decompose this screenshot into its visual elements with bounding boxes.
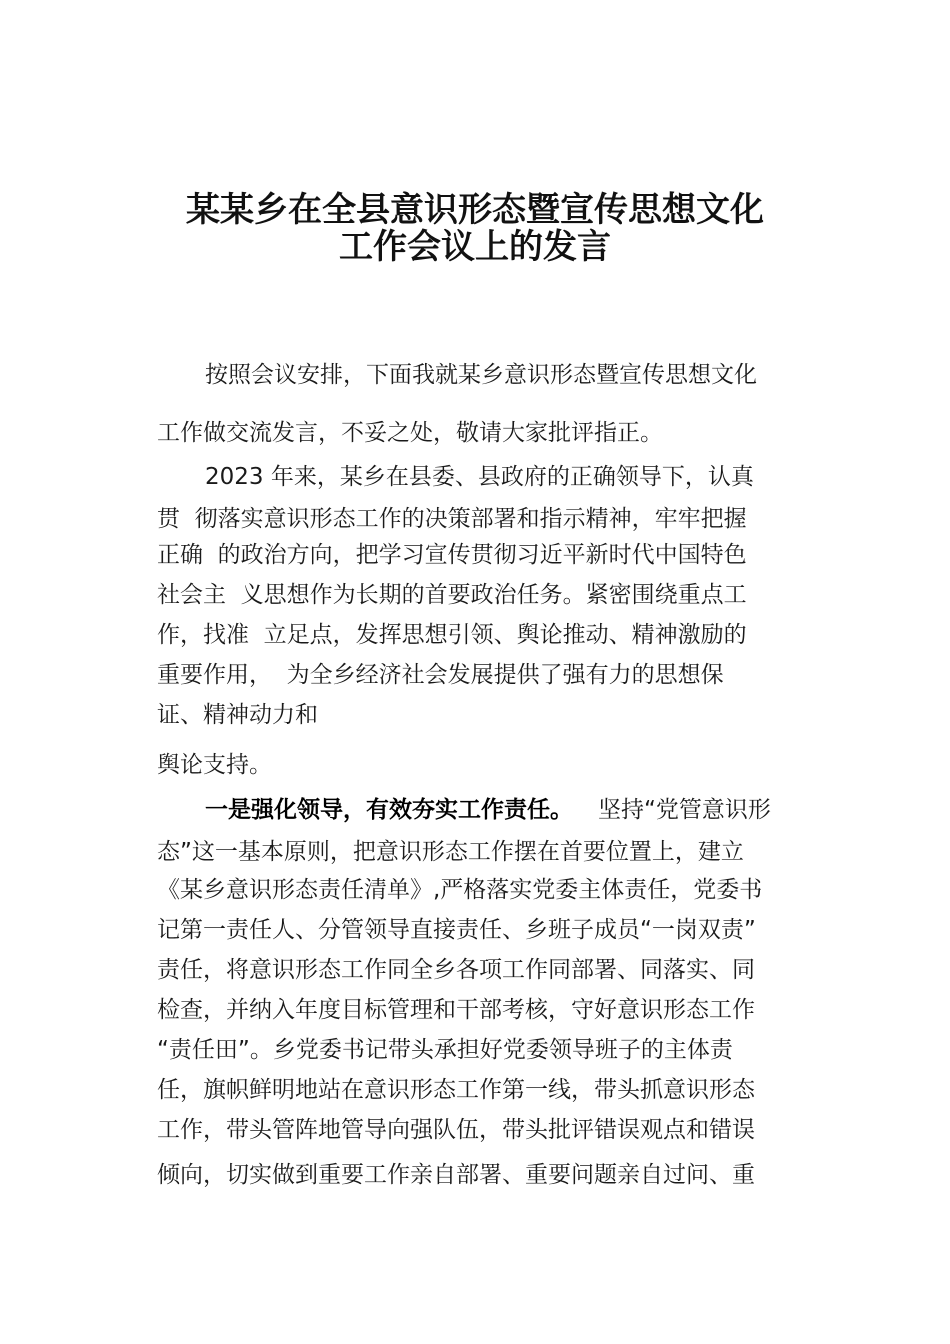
body-line: 责任，将意识形态工作同全乡各项工作同部署、同落实、同 [157,957,755,983]
section-heading [205,795,573,825]
body-line: 按照会议安排，下面我就某乡意识形态暨宣传思想文化 [205,362,757,388]
body-line: 重要作用， 为全乡经济社会发展提供了强有力的思想保 [157,662,724,688]
body-line: 作，找准 立足点，发挥思想引领、舆论推动、精神激励的 [157,622,747,648]
body-line: “责任田”。乡党委书记带头承担好党委领导班子的主体责 [157,1037,733,1063]
body-line: 正确 的政治方向，把学习宣传贯彻习近平新时代中国特色 [157,542,747,568]
body-line: 工作做交流发言，不妥之处，敬请大家批评指正。 [157,420,663,446]
body-line: 倾向，切实做到重要工作亲自部署、重要问题亲自过问、重 [157,1162,755,1188]
body-line: 工作，带头管阵地管导向强队伍，带头批评错误观点和错误 [157,1117,755,1143]
body-line: 记第一责任人、分管领导直接责任、乡班子成员“一岗双责” [157,917,756,943]
body-line: 任，旗帜鲜明地站在意识形态工作第一线，带头抓意识形态 [157,1077,755,1103]
body-line: 舆论支持。 [157,752,272,778]
document-title-line-2: 工作会议上的发言 [339,227,611,267]
section-heading-bold: 一是强化领导，有效夯实工作责任。 [205,797,573,823]
body-line: 贯 彻落实意识形态工作的决策部署和指示精神，牢牢把握 [157,506,747,532]
body-line: 证、精神动力和 [157,702,318,728]
body-line: 社会主 义思想作为长期的首要政治任务。紧密围绕重点工 [157,582,747,608]
document-title-line-1: 某某乡在全县意识形态暨宣传思想文化 [186,190,764,230]
body-line: 《某乡意识形态责任清单》,严格落实党委主体责任，党委书 [157,877,763,903]
body-line: 2023 年来，某乡在县委、县政府的正确领导下，认真 [205,464,754,490]
body-line: 坚持“党管意识形 [598,797,771,823]
body-line: 态”这一基本原则，把意识形态工作摆在首要位置上，建立 [157,839,744,865]
body-line: 检查，并纳入年度目标管理和干部考核，守好意识形态工作 [157,997,755,1023]
